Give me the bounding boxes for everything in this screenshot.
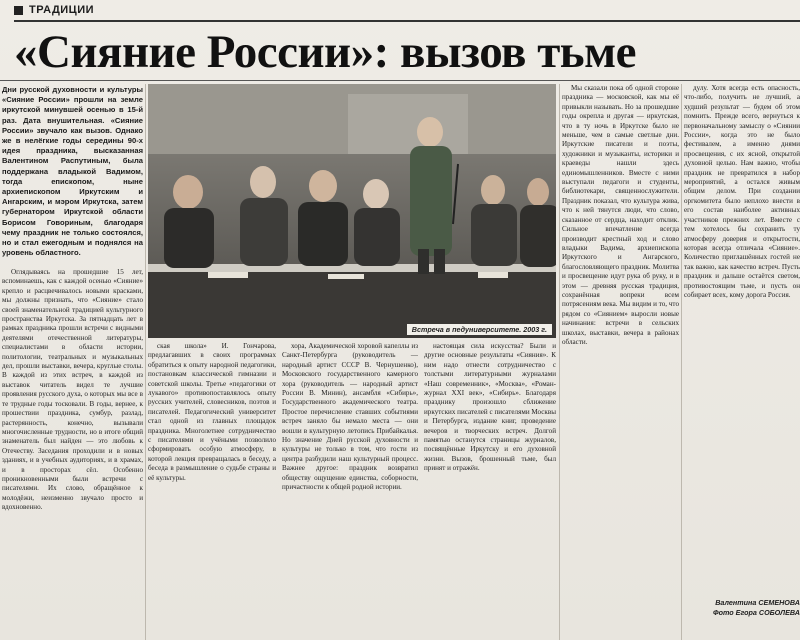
column-1-text: Оглядываясь на прошедшие 15 лет, вспоминаешь, как с каждой осенью «Сияние» крепло и расцвечивалось новыми красками, мы должны признать, что «Сияние» стало своей знаменательной традицией культурного пространства Иркутска. За пятнадцать лет в рамках праздника прошли встречи с видными деятелями отечественной литературы, специалистами в области истории, политологии, театральных и музыкальных дел, прошли выставки, вечера, круглые столы. В каждой из этих встреч, в каждой из выставок читатель видел те лучшие проявления русского духа, о которых мы все в те трудные годы тосковали. В годы, вернее, к прошествии праздника, сумбур, разлад, растерянность, конечно, вызывали многочисленные трудности, но в итоге общий знаменатель был найден — это любовь к Отечеству. Заседания проходили и в новых зданиях, и в учебных аудиториях, и в храмах, и в просторах сёл. Особенно проникновенными были встречи с писателями. Их слово, обращённое к молодёжи, неизменно звучало просто и вдохновенно. (2, 268, 143, 512)
headline: «Сияние России»: вызов тьме (14, 26, 637, 78)
article-column-3 (282, 342, 418, 640)
column-4-text: настоящая сила искусства? Были и другие основные результаты «Сияния». К ним надо отнести сотрудничество с толстыми литературными журналами «Наш современник», «Москва», «Роман-журнал XXI век», «Сибирь». Благодаря празднику произошло сближение иркутских писателей с писателями Москвы и Петербурга, издание книг, проведение вечеров и творческих встреч. Долгой памятью останутся страницы журналов, посвящённые Иркутску и его духовной жизни. Вызов, брошенный тьме, был принят и отражён. (424, 342, 556, 473)
article-column-2 (148, 342, 276, 640)
section-label: ТРАДИЦИИ (29, 4, 95, 16)
article-column-6 (684, 84, 800, 640)
column-divider (681, 84, 682, 640)
event-photo (148, 84, 556, 338)
article-column-4 (424, 342, 556, 640)
column-divider (145, 84, 146, 640)
photo-caption: Встреча в педуниверситете. 2003 г. (407, 324, 552, 335)
column-5-text: Мы сказали пока об одной стороне праздника — московской, как мы её привыкли называть. Но за прошедшие годы окрепла и другая — иркутская, что в ту ночь в Иркутске было не меньше, чем в самые светлые дни. Иркутские писатели и поэты, художники и музыканты, историки и краеведы нашли здесь единомышленников. Вместе с ними выступали педагоги и студенты, библиотекари, священнослужители. Праздник показал, что культура жива, что к ней тянутся люди, что слово, сказанное от сердца, находит отклик. Сильное впечатление всегда производит крестный ход и слово владыки Вадима, архиепископа Иркутского и Ангарского, благословляющего праздник. Молитва и просвещение идут рука об руку, и в этом — древняя русская традиция, сохранённая вопреки всем потрясениям века. Мы видим и то, что рядом со «Сиянием» выросли новые начинания: встречи в сельских школах, выставки, вечера в районах области. (562, 84, 679, 346)
headline-rule (0, 80, 800, 81)
article-column-1 (2, 268, 143, 640)
author-signature: Валентина СЕМЕНОВА (715, 598, 800, 607)
article-column-5 (562, 84, 679, 640)
column-3-text: хора, Академической хоровой капеллы из Санкт-Петербурга (руководитель — народный артист СССР В. Чернушенко), Московского государственного камерного хора (руководитель — народный артист России В. Минин), ансамбля «Сибирь», Государственного академического театра. Простое перечисление ставших событиями встреч заняло бы немало места — они вошли в культурную летопись Прибайкалья. Но значение Дней русской духовности и культуры не только в том, что гости из центра разбудили наш культурный процесс. Важнее другое: праздник возвратил обществу ощущение единства, соборности, причастности к общей родной истории. (282, 342, 418, 492)
column-6-text: дулу. Хотя всегда есть опасность, что-либо, получить не лучший, а худший результат — будем об этом помнить. Прежде всего, вернуться к первоначальному замыслу о «Сиянии России», когда это не было фестивалем, а именно днями просвещения, с их ясной, открытой духовной целью. Нам важно, чтобы праздник не превратился в набор мероприятий, а остался живым общим делом. При создании оргкомитета было неплохо внести в его состав наиболее активных участников прежних лет. Вместе с тем хотелось бы сохранить ту атмосферу доверия и открытости, которая всегда отличала «Сияние». Количество приглашённых гостей не так важно, как качество встреч. Пусть праздник и дальше остаётся светом, противостоящим тьме, и пусть он собирает всех, кому дорога Россия. (684, 84, 800, 299)
lead-paragraph: Дни русской духовности и культуры «Сияние России» прошли на земле иркутской минувшей осенью в 15-й раз. Дата внушительная. «Сияние России» звучало как вызов. Однако же в нелёгкие годы середины 90-х идея праздника, высказанная Валентином Распутиным, была поддержана владыкой Вадимом, тогда епископом, ныне архиепископом Иркутским и Ангарским, и мэром Иркутска, затем губернатором Иркутской области Борисом Говориным, благодаря чему праздник не только состоялся, но и стал ежегодным и поднялся на уровень областного. (2, 85, 143, 258)
photo-credit: Фото Егора СОБОЛЕВА (712, 607, 800, 617)
section-rubric (0, 0, 800, 20)
top-rule (14, 20, 800, 22)
photo-illustration (148, 84, 556, 338)
column-2-text: ская школа» И. Гончарова, предлагавших в своих программах обратиться к опыту народной педагогики, постановкам классической гимназии и советской школы. Третье «педагогики от лукавого» противопоставлялось опыту русских учителей, словесников, поэтов и писателей. Педагогический университет стал одной из главных площадок праздника. Многолетнее сотрудничество с писателями и учёными позволило сформировать особую атмосферу, в которой лекция превращалась в беседу, а беседа в размышление о судьбе страны и её культуры. (148, 342, 276, 482)
square-bullet-icon (14, 6, 23, 15)
column-divider (559, 84, 560, 640)
